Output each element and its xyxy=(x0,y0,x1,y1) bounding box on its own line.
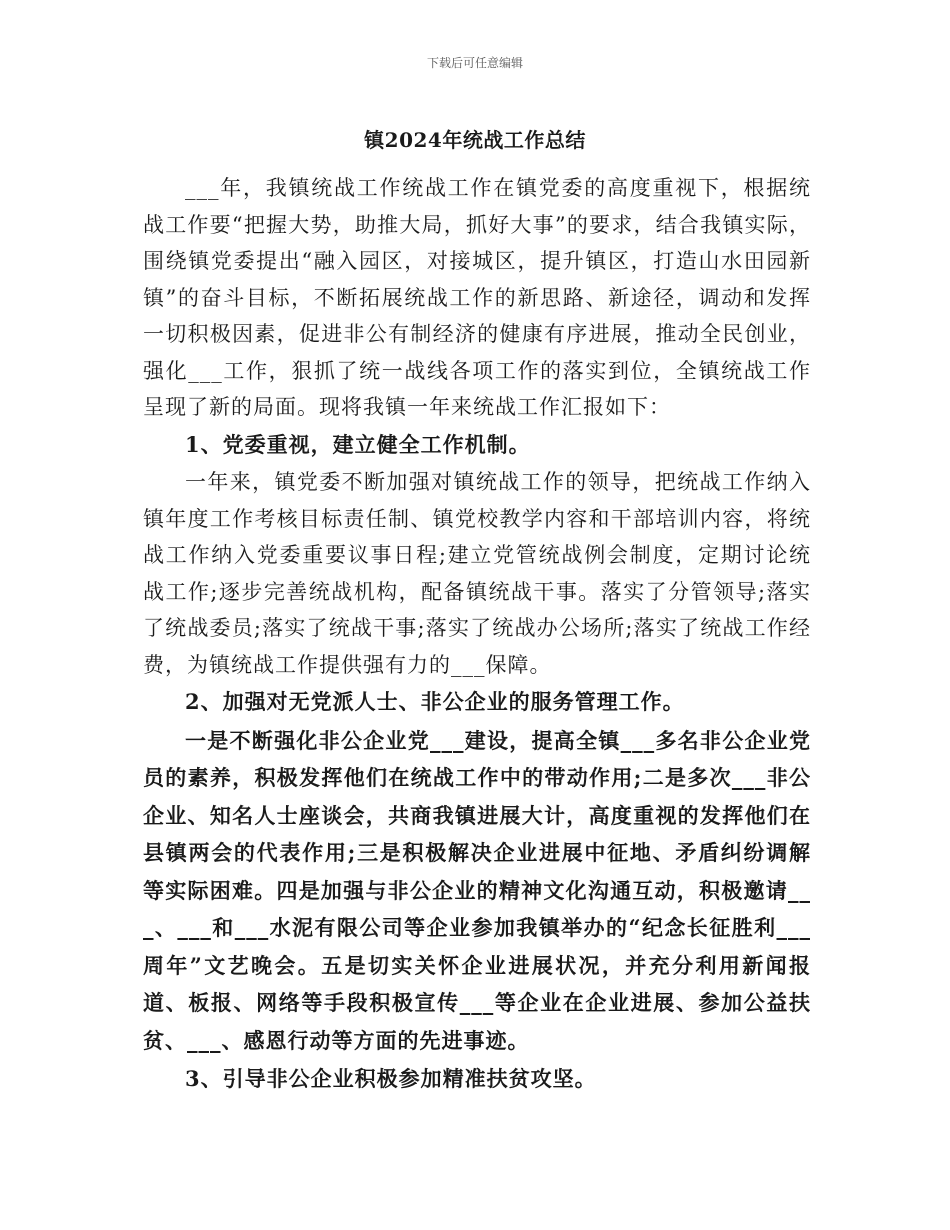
section-2-paragraph: 一是不断强化非公企业党___建设，提高全镇___多名非公企业党员的素养，积极发挥他们在统战工作中的带动作用;二是多次___非公企业、知名人士座谈会，共商我镇进展大计，高度重视的发挥他们在县镇两会的代表作用;三是积极解决企业进展中征地、矛盾纠纷调解等实际困难。四是加强与非公企业的精神文化沟通互动，积极邀请___、___和___水泥有限公司等企业参加我镇举办的“纪念长征胜利___周年”文艺晚会。五是切实关怀企业进展状况，并充分利用新闻报道、板报、网络等手段积极宣传___等企业在企业进展、参加公益扶贫、___、感恩行动等方面的先进事迹。 xyxy=(143,727,811,1053)
document-body xyxy=(143,170,811,1099)
header-note: 下载后可任意编辑 xyxy=(426,56,523,70)
section-heading-1: 1、党委重视，建立健全工作机制。 xyxy=(185,431,531,457)
section-heading-2: 2、加强对无党派人士、非公企业的服务管理工作。 xyxy=(185,689,685,714)
section-1-paragraph: 一年来，镇党委不断加强对镇统战工作的领导，把统战工作纳入镇年度工作考核目标责任制、镇党校教学内容和干部培训内容，将统战工作纳入党委重要议事日程;建立党管统战例会制度，定期讨论统战工作;逐步完善统战机构，配备镇统战干事。落实了分管领导;落实了统战委员;落实了统战干事;落实了统战办公场所;落实了统战工作经费，为镇统战工作提供强有力的___保障。 xyxy=(143,470,811,677)
section-heading-3: 3、引导非公企业积极参加精准扶贫攻坚。 xyxy=(185,1066,597,1091)
intro-paragraph: ___年，我镇统战工作统战工作在镇党委的高度重视下，根据统战工作要“把握大势，助推大局，抓好大事”的要求，结合我镇实际，围绕镇党委提出“融入园区，对接城区，提升镇区，打造山水田园新镇”的奋斗目标，不断拓展统战工作的新思路、新途径，调动和发挥一切积极因素，促进非公有制经济的健康有序进展，推动全民创业，强化___工作，狠抓了统一战线各项工作的落实到位，全镇统战工作呈现了新的局面。现将我镇一年来统战工作汇报如下： xyxy=(143,176,811,419)
document-title: 镇2024年统战工作总结 xyxy=(364,128,586,152)
